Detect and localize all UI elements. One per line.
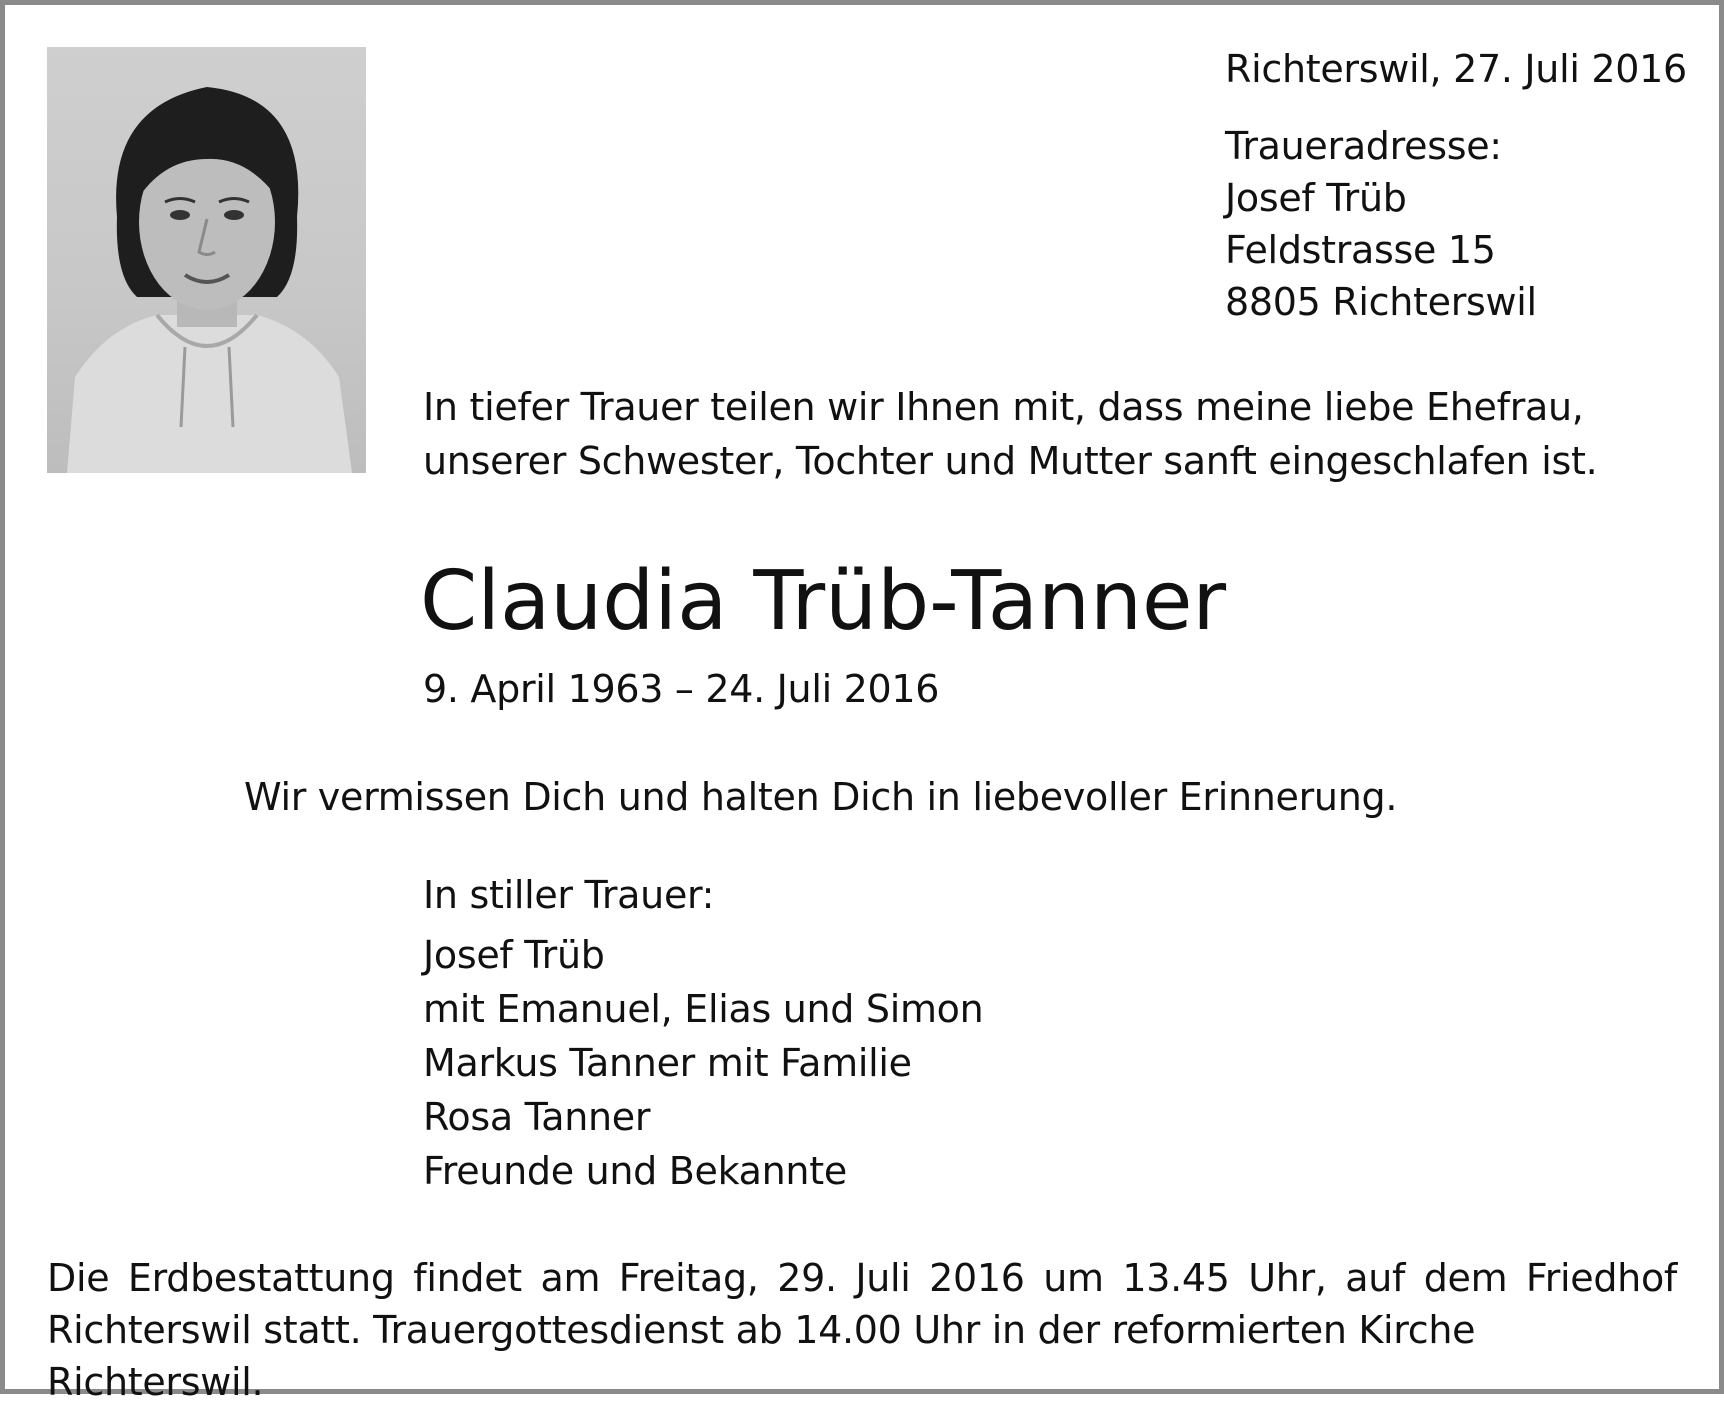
mourner-name: Rosa Tanner (423, 1095, 651, 1139)
mourner-name: Freunde und Bekannte (423, 1149, 847, 1193)
deceased-name: Claudia Trüb-Tanner (420, 554, 1227, 649)
right-eye (224, 210, 244, 220)
address-line: Josef Trüb (1225, 176, 1407, 220)
announcement-line: In tiefer Trauer teilen wir Ihnen mit, dass meine liebe Ehefrau, (423, 385, 1584, 429)
mourner-name: mit Emanuel, Elias und Simon (423, 987, 984, 1031)
remembrance-text: Wir vermissen Dich und halten Dich in liebevoller Erinnerung. (244, 775, 1398, 819)
address-label: Traueradresse: (1225, 124, 1502, 168)
mourners-heading: In stiller Trauer: (423, 873, 715, 917)
announcement-line: unserer Schwester, Tochter und Mutter sanft eingeschlafen ist. (423, 439, 1598, 483)
left-eye (170, 210, 190, 220)
address-line: 8805 Richterswil (1225, 280, 1537, 324)
portrait-photo (47, 47, 366, 473)
address-line: Feldstrasse 15 (1225, 228, 1496, 272)
funeral-line: Die Erdbestattung findet am Freitag, 29. Juli 2016 um 13.45 Uhr, auf dem Friedhof (47, 1256, 1677, 1300)
funeral-line: Richterswil statt. Trauergottesdienst ab 14.00 Uhr in der reformierten Kirche Richterswil. (47, 1308, 1476, 1404)
mourner-name: Markus Tanner mit Familie (423, 1041, 912, 1085)
hoodie-shape (67, 315, 352, 473)
life-dates: 9. April 1963 – 24. Juli 2016 (423, 667, 940, 711)
mourner-name: Josef Trüb (423, 933, 605, 977)
mourners-list (423, 868, 983, 1198)
portrait-illustration (47, 47, 366, 473)
date-line: Richterswil, 27. Juli 2016 (1225, 47, 1687, 91)
funeral-details (47, 1252, 1677, 1408)
announcement-text (423, 380, 1679, 488)
mourning-address (1225, 120, 1537, 328)
